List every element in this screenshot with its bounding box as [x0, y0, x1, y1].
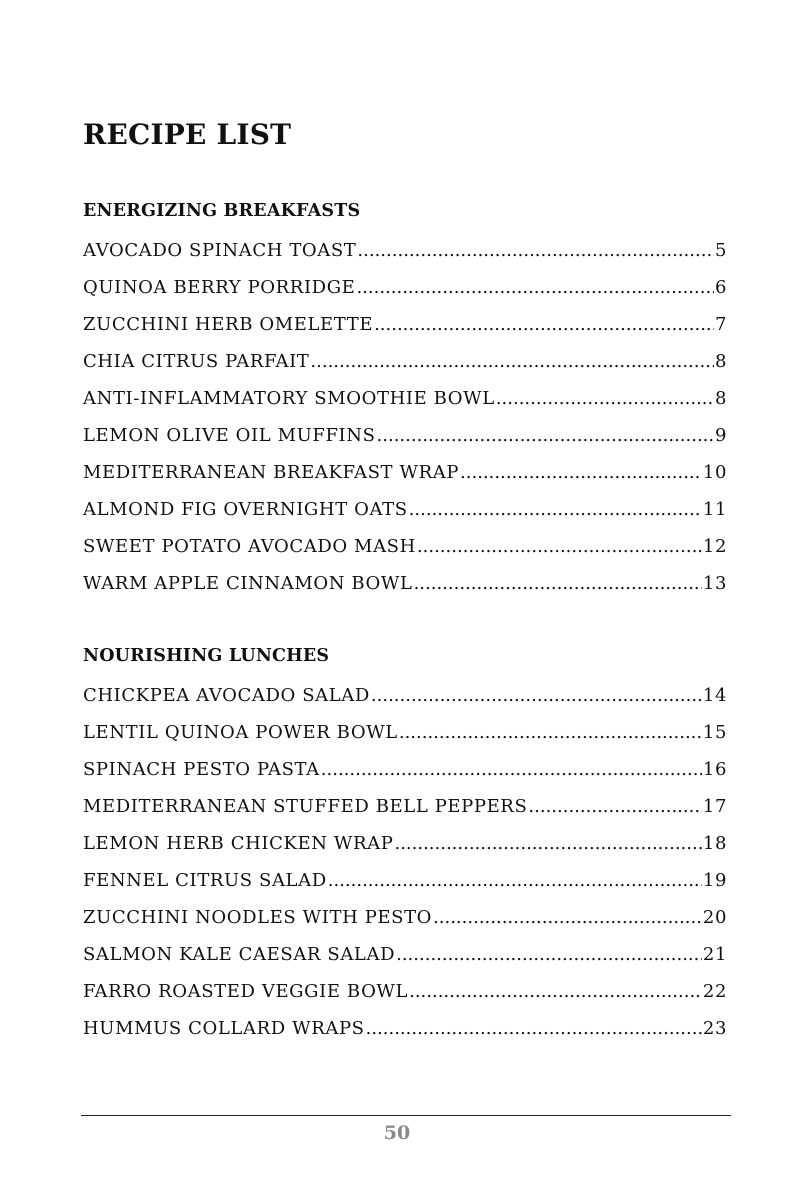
dot-leader: [321, 751, 702, 788]
recipe-page-number: 11: [702, 499, 727, 520]
recipe-entries: [83, 232, 727, 602]
recipe-entry: [83, 899, 727, 936]
recipe-entry: [83, 380, 727, 417]
recipe-name: ALMOND FIG OVERNIGHT OATS: [83, 499, 408, 520]
recipe-name: LEMON OLIVE OIL MUFFINS: [83, 425, 376, 446]
recipe-name: FENNEL CITRUS SALAD: [83, 870, 327, 891]
recipe-entry: [83, 788, 727, 825]
recipe-page-number: 12: [702, 536, 727, 557]
recipe-entry: [83, 677, 727, 714]
dot-leader: [399, 714, 702, 751]
recipe-page-number: 7: [714, 314, 727, 335]
recipe-entry: [83, 714, 727, 751]
recipe-name: WARM APPLE CINNAMON BOWL: [83, 573, 413, 594]
recipe-page-number: 13: [702, 573, 727, 594]
recipe-page-number: 23: [702, 1018, 727, 1039]
recipe-page-number: 15: [702, 722, 727, 743]
recipe-name: SPINACH PESTO PASTA: [83, 759, 320, 780]
recipe-name: ZUCCHINI NOODLES WITH PESTO: [83, 907, 433, 928]
recipe-name: ZUCCHINI HERB OMELETTE: [83, 314, 374, 335]
recipe-page-number: 6: [714, 277, 727, 298]
recipe-name: CHIA CITRUS PARFAIT: [83, 351, 310, 372]
recipe-name: SWEET POTATO AVOCADO MASH: [83, 536, 416, 557]
recipe-page-number: 14: [702, 685, 727, 706]
recipe-entry: [83, 343, 727, 380]
recipe-entry: [83, 232, 727, 269]
recipe-name: SALMON KALE CAESAR SALAD: [83, 944, 396, 965]
recipe-page-number: 19: [702, 870, 727, 891]
dot-leader: [460, 454, 702, 491]
dot-leader: [371, 677, 702, 714]
recipe-entry: [83, 306, 727, 343]
dot-leader: [433, 899, 702, 936]
recipe-entry: [83, 1010, 727, 1047]
footer-divider: [81, 1115, 731, 1116]
recipe-page-number: 20: [702, 907, 727, 928]
section-energizing-breakfasts: [83, 196, 727, 602]
dot-leader: [409, 491, 702, 528]
recipe-entry: [83, 936, 727, 973]
dot-leader: [528, 788, 701, 825]
recipe-entry: [83, 825, 727, 862]
section-nourishing-lunches: [83, 641, 727, 1047]
recipe-name: LEMON HERB CHICKEN WRAP: [83, 833, 394, 854]
recipe-name: ANTI-INFLAMMATORY SMOOTHIE BOWL: [83, 388, 495, 409]
dot-leader: [374, 306, 714, 343]
recipe-name: FARRO ROASTED VEGGIE BOWL: [83, 981, 409, 1002]
dot-leader: [357, 232, 714, 269]
recipe-page-number: 17: [702, 796, 727, 817]
recipe-page-number: 16: [702, 759, 727, 780]
recipe-page-number: 18: [702, 833, 727, 854]
dot-leader: [417, 528, 702, 565]
dot-leader: [396, 936, 702, 973]
recipe-page-number: 9: [714, 425, 727, 446]
dot-leader: [310, 343, 714, 380]
recipe-name: HUMMUS COLLARD WRAPS: [83, 1018, 365, 1039]
recipe-entry: [83, 491, 727, 528]
dot-leader: [377, 417, 714, 454]
recipe-name: CHICKPEA AVOCADO SALAD: [83, 685, 370, 706]
section-heading: ENERGIZING BREAKFASTS: [83, 201, 361, 221]
section-heading: NOURISHING LUNCHES: [83, 646, 330, 666]
recipe-name: QUINOA BERRY PORRIDGE: [83, 277, 356, 298]
recipe-page-number: 21: [702, 944, 727, 965]
dot-leader: [356, 269, 714, 306]
recipe-page-number: 8: [714, 388, 727, 409]
recipe-entry: [83, 528, 727, 565]
recipe-entries: [83, 677, 727, 1047]
recipe-entry: [83, 862, 727, 899]
recipe-entry: [83, 565, 727, 602]
recipe-name: MEDITERRANEAN STUFFED BELL PEPPERS: [83, 796, 528, 817]
recipe-entry: [83, 973, 727, 1010]
dot-leader: [394, 825, 701, 862]
recipe-entry: [83, 454, 727, 491]
recipe-name: MEDITERRANEAN BREAKFAST WRAP: [83, 462, 460, 483]
page-number: 50: [383, 1122, 411, 1144]
page-title: RECIPE LIST: [83, 118, 292, 151]
recipe-page-number: 8: [714, 351, 727, 372]
recipe-page-number: 10: [702, 462, 727, 483]
dot-leader: [409, 973, 702, 1010]
recipe-name: LENTIL QUINOA POWER BOWL: [83, 722, 398, 743]
recipe-entry: [83, 269, 727, 306]
recipe-entry: [83, 417, 727, 454]
dot-leader: [496, 380, 714, 417]
dot-leader: [328, 862, 702, 899]
recipe-page-number: 5: [714, 240, 727, 261]
dot-leader: [414, 565, 702, 602]
recipe-page-number: 22: [702, 981, 727, 1002]
recipe-name: AVOCADO SPINACH TOAST: [83, 240, 357, 261]
dot-leader: [366, 1010, 702, 1047]
recipe-entry: [83, 751, 727, 788]
